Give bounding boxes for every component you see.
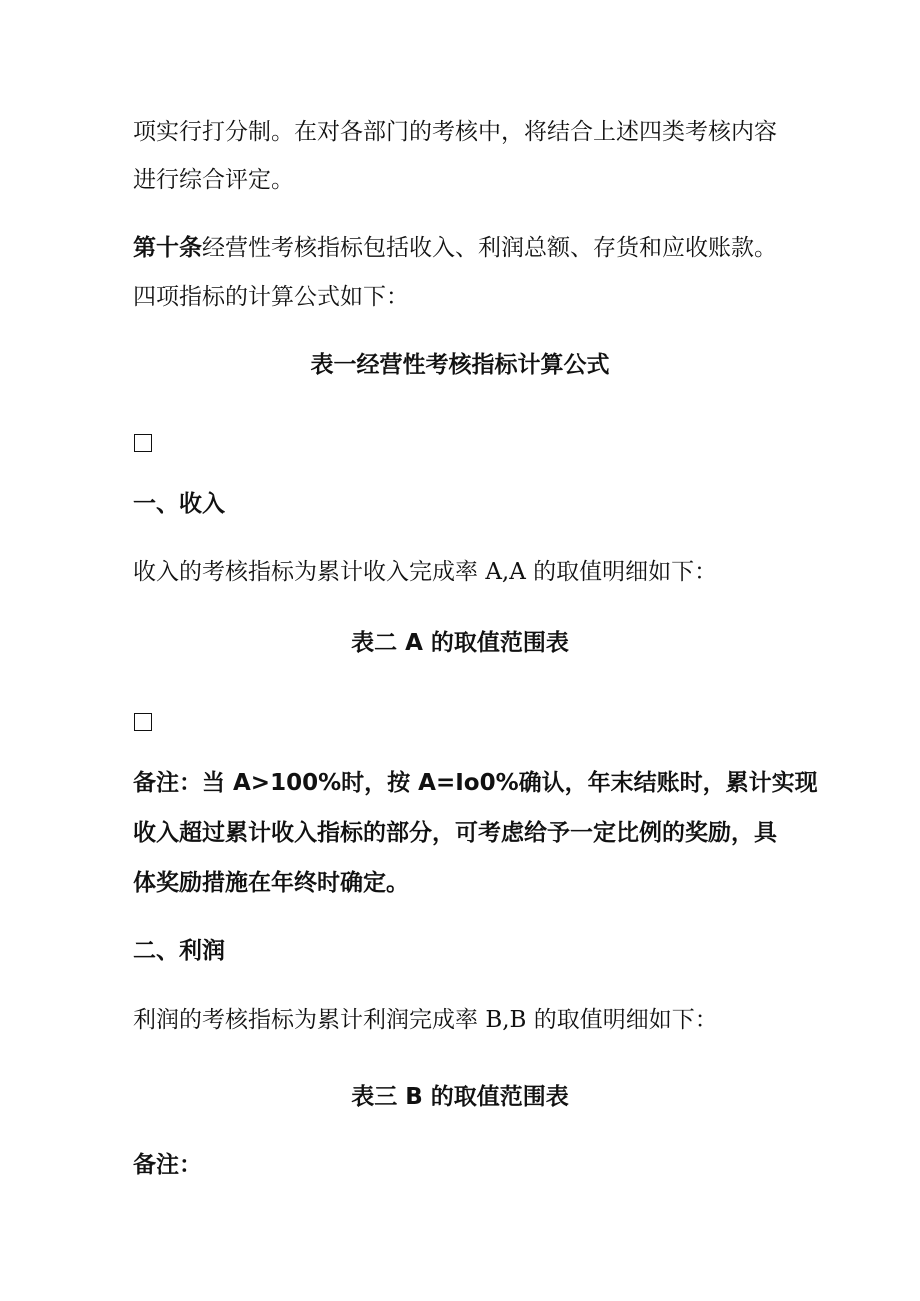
paragraph1-line1: 项实行打分制。在对各部门的考核中，将结合上述四类考核内容 [133,119,777,145]
section2-intro-prefix: 利润的考核指标为累计利润完成率 [133,1007,486,1033]
section1-intro-prefix: 收入的考核指标为累计收入完成率 [133,559,486,585]
section1-intro [133,557,813,587]
article10-line1 [133,233,813,263]
table1-placeholder-icon [134,434,152,452]
article10-line2: 四项指标的计算公式如下： [133,284,409,310]
note1-line2: 收入超过累计收入指标的部分，可考虑给予一定比例的奖励，具 [133,820,777,846]
article10-label: 第十条 [133,235,202,261]
article10-text: 经营性考核指标包括收入、利润总额、存货和应收账款。 [202,235,777,261]
note1-line1: 备注：当 A>100%时，按 A=Io0%确认，年末结账时，累计实现 [133,770,818,796]
table2-title: 表二 A 的取值范围表 [351,630,569,656]
section2-heading: 二、利润 [133,938,225,964]
section1-intro-var: A,A [485,559,526,585]
section2-intro-suffix: 的取值明细如下： [526,1007,718,1033]
section1-intro-suffix: 的取值明细如下： [525,559,718,585]
section1-heading: 一、收入 [133,491,225,517]
table3-title: 表三 B 的取值范围表 [351,1084,569,1110]
note2-label: 备注： [133,1152,202,1178]
section2-intro [133,1005,813,1035]
table1-title: 表一经营性考核指标计算公式 [310,352,610,378]
table2-placeholder-icon [134,713,152,731]
paragraph1-line2: 进行综合评定。 [133,167,294,193]
section2-intro-var: B,B [485,1007,527,1033]
note1-line3: 体奖励措施在年终时确定。 [133,870,409,896]
